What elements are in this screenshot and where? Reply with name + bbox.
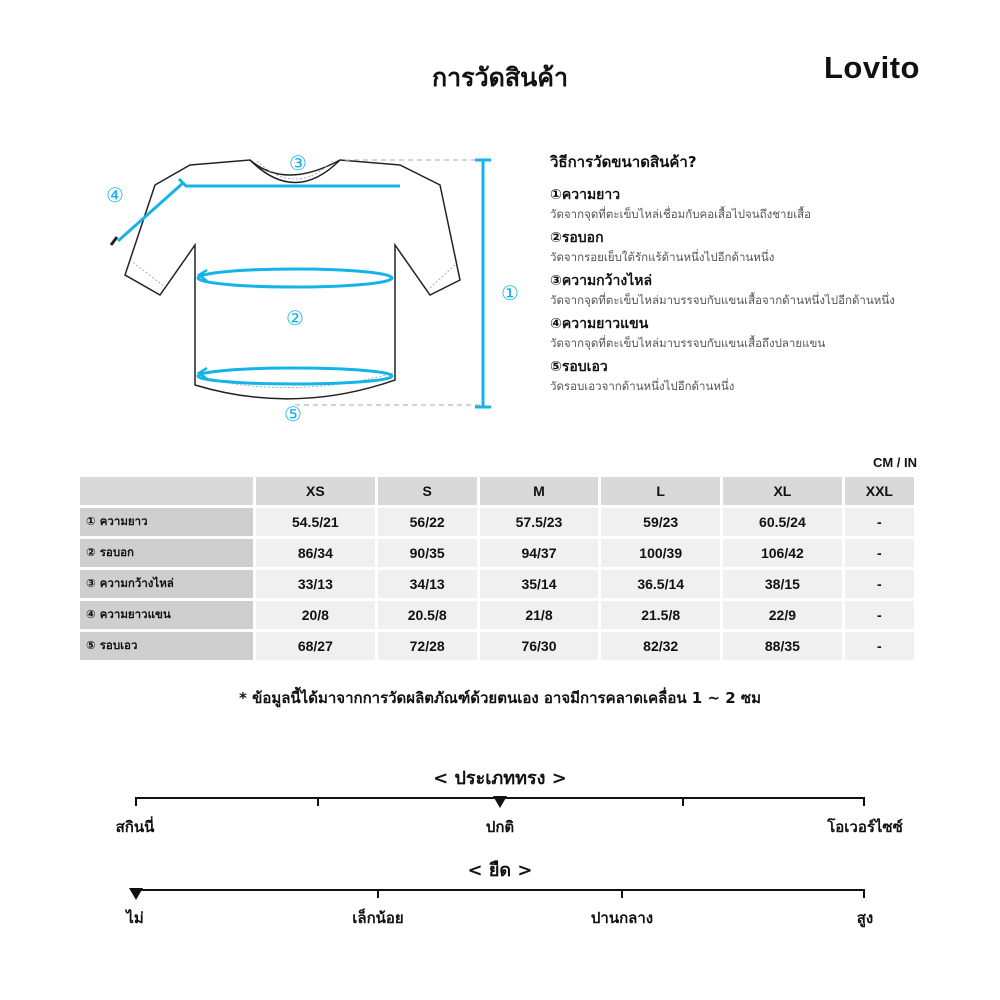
row-label: ① ความยาว xyxy=(80,508,253,536)
marker-length: ① xyxy=(501,281,519,305)
table-cell: 33/13 xyxy=(256,570,375,598)
table-cell: 76/30 xyxy=(480,632,599,660)
row-label: ③ ความกว้างไหล่ xyxy=(80,570,253,598)
guide-item-label: ③ความกว้างไหล่ xyxy=(550,273,653,289)
table-cell: 20/8 xyxy=(256,601,375,629)
table-cell: 59/23 xyxy=(601,508,720,536)
marker-sleeve: ④ xyxy=(106,183,124,207)
fit-tick xyxy=(317,797,319,806)
table-cell: 22/9 xyxy=(723,601,842,629)
row-label: ② รอบอก xyxy=(80,539,253,567)
size-header: M xyxy=(480,477,599,505)
guide-item-desc: วัดจากรอยเย็บใต้รักแร้ด้านหนึ่งไปอีกด้านหนึ่ง xyxy=(550,250,775,264)
guide-item-label: ⑤รอบเอว xyxy=(550,359,608,375)
table-cell: 34/13 xyxy=(378,570,477,598)
table-cell: 90/35 xyxy=(378,539,477,567)
guide-heading: วิธีการวัดขนาดสินค้า? xyxy=(550,153,697,171)
guide-item xyxy=(550,315,990,352)
table-row xyxy=(80,539,914,567)
table-row xyxy=(80,601,914,629)
guide-item-desc: วัดจากจุดที่ตะเข็บไหล่มาบรรจบกับแขนเสื้อจากด้านหนึ่งไปอีกด้านหนึ่ง xyxy=(550,293,895,307)
brand-logo: Lovito xyxy=(824,50,920,85)
row-label: ⑤ รอบเอว xyxy=(80,632,253,660)
table-cell: - xyxy=(845,632,914,660)
table-cell: 36.5/14 xyxy=(601,570,720,598)
table-cell: 21/8 xyxy=(480,601,599,629)
table-cell: 60.5/24 xyxy=(723,508,842,536)
marker-shoulder: ③ xyxy=(289,151,307,175)
table-header-row xyxy=(80,477,914,505)
stretch-label-slight: เล็กน้อย xyxy=(352,909,404,927)
table-cell: 94/37 xyxy=(480,539,599,567)
fit-tick xyxy=(682,797,684,806)
guide-item-desc: วัดจากจุดที่ตะเข็บไหล่มาบรรจบกับแขนเสื้อถึงปลายแขน xyxy=(550,336,826,350)
table-cell: - xyxy=(845,601,914,629)
stretch-tick xyxy=(863,889,865,898)
table-corner xyxy=(80,477,253,505)
tshirt-diagram xyxy=(95,145,535,435)
marker-waist: ⑤ xyxy=(284,402,302,426)
table-cell: 72/28 xyxy=(378,632,477,660)
fit-title: < ประเภททรง > xyxy=(433,768,567,789)
fit-label-skinny: สกินนี่ xyxy=(115,818,155,836)
guide-item-label: ①ความยาว xyxy=(550,187,621,203)
measurement-guide xyxy=(550,150,990,401)
guide-item-label: ②รอบอก xyxy=(550,230,604,246)
stretch-label-none: ไม่ xyxy=(126,909,144,927)
size-header: L xyxy=(601,477,720,505)
guide-item-desc: วัดจากจุดที่ตะเข็บไหล่เชื่อมกับคอเสื้อไปจนถึงชายเสื้อ xyxy=(550,207,812,221)
size-header: XS xyxy=(256,477,375,505)
stretch-title: < ยืด > xyxy=(467,860,533,881)
table-cell: 56/22 xyxy=(378,508,477,536)
guide-item xyxy=(550,358,990,395)
unit-label: CM / IN xyxy=(872,455,917,470)
table-cell: 38/15 xyxy=(723,570,842,598)
table-row xyxy=(80,570,914,598)
table-cell: 21.5/8 xyxy=(601,601,720,629)
guide-item xyxy=(550,186,990,223)
fit-indicator-icon xyxy=(493,796,507,808)
guide-item-desc: วัดรอบเอวจากด้านหนึ่งไปอีกด้านหนึ่ง xyxy=(550,379,735,393)
stretch-scale-line xyxy=(135,889,865,891)
fit-tick xyxy=(863,797,865,806)
table-cell: 106/42 xyxy=(723,539,842,567)
stretch-indicator-icon xyxy=(129,888,143,900)
stretch-label-high: สูง xyxy=(856,909,874,927)
size-header: XL xyxy=(723,477,842,505)
fit-tick xyxy=(135,797,137,806)
measurement-note: * ข้อมูลนี้ได้มาจากการวัดผลิตภัณฑ์ด้วยตนเอง อาจมีการคลาดเคลื่อน 1 ~ 2 ซม xyxy=(239,689,761,707)
table-cell: 88/35 xyxy=(723,632,842,660)
table-row xyxy=(80,508,914,536)
table-cell: 54.5/21 xyxy=(256,508,375,536)
table-cell: 86/34 xyxy=(256,539,375,567)
fit-label-oversize: โอเวอร์ไซซ์ xyxy=(827,818,903,836)
stretch-tick xyxy=(377,889,379,898)
page-title: การวัดสินค้า xyxy=(432,63,568,92)
table-cell: - xyxy=(845,508,914,536)
size-header: XXL xyxy=(845,477,914,505)
table-cell: 68/27 xyxy=(256,632,375,660)
table-cell: 82/32 xyxy=(601,632,720,660)
fit-scale xyxy=(135,797,865,807)
stretch-scale xyxy=(135,889,865,899)
table-row xyxy=(80,632,914,660)
length-measure xyxy=(475,160,491,407)
stretch-tick xyxy=(621,889,623,898)
table-cell: - xyxy=(845,570,914,598)
marker-chest: ② xyxy=(286,306,304,330)
fit-label-regular: ปกติ xyxy=(485,818,515,836)
table-cell: - xyxy=(845,539,914,567)
size-table xyxy=(77,474,917,663)
table-cell: 20.5/8 xyxy=(378,601,477,629)
row-label: ④ ความยาวแขน xyxy=(80,601,253,629)
table-cell: 35/14 xyxy=(480,570,599,598)
tshirt-outline xyxy=(125,160,460,399)
size-header: S xyxy=(378,477,477,505)
guide-item xyxy=(550,272,990,309)
table-cell: 100/39 xyxy=(601,539,720,567)
guide-item-label: ④ความยาวแขน xyxy=(550,316,649,332)
guide-item xyxy=(550,229,990,266)
table-cell: 57.5/23 xyxy=(480,508,599,536)
stretch-label-medium: ปานกลาง xyxy=(590,909,654,927)
